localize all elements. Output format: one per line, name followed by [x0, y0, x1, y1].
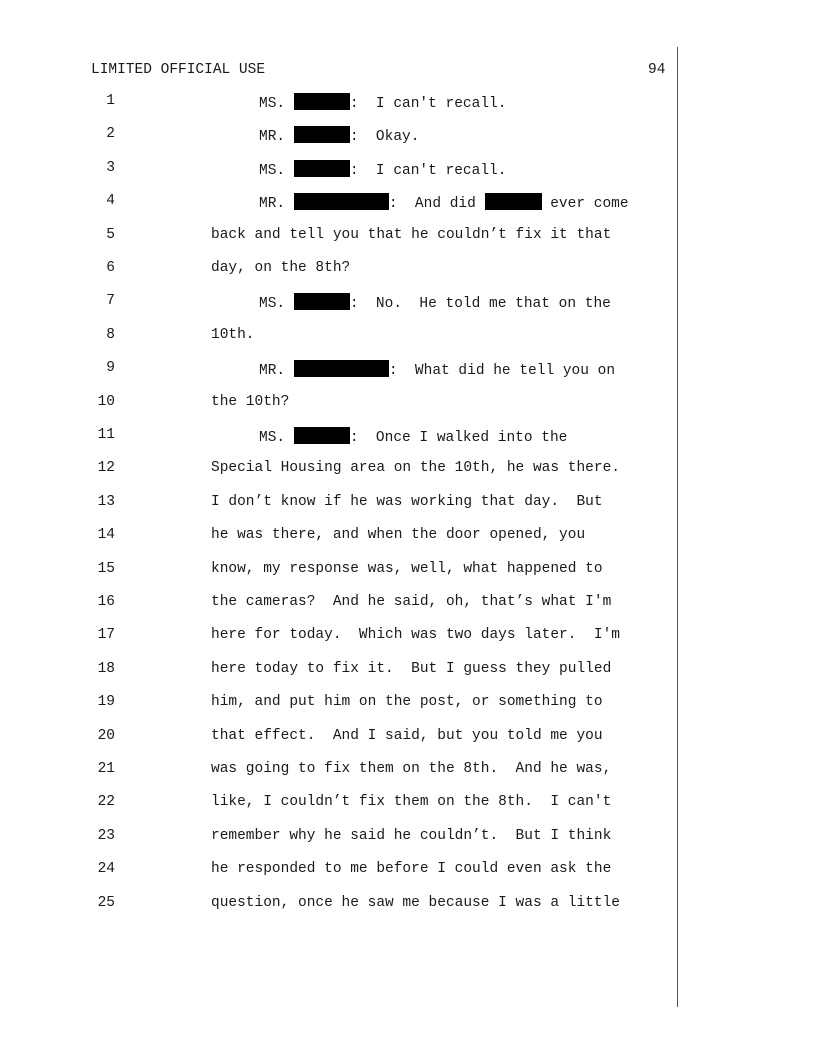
- continuation-text: him, and put him on the post, or something to: [211, 694, 603, 711]
- transcript-line: [0, 327, 676, 361]
- page-number: 94: [648, 62, 666, 78]
- transcript-line: [0, 828, 676, 862]
- transcript-line: [0, 494, 676, 528]
- continuation-text: Special Housing area on the 10th, he was there.: [211, 460, 620, 477]
- spoken-text: : I can't recall.: [349, 96, 507, 112]
- redaction-box: [294, 293, 350, 310]
- line-number: 7: [106, 293, 115, 310]
- line-number: 20: [97, 727, 115, 744]
- transcript-line: [0, 460, 676, 494]
- line-number: 9: [106, 360, 115, 377]
- continuation-text: 10th.: [211, 326, 255, 343]
- speaker-title: MS.: [259, 430, 294, 446]
- line-number: 15: [97, 560, 115, 577]
- speaker-line-text: [259, 160, 506, 179]
- classification-header: LIMITED OFFICIAL USE: [91, 62, 266, 78]
- speaker-title: MS.: [259, 296, 294, 313]
- line-number: 19: [97, 694, 115, 711]
- redaction-box: [294, 93, 350, 110]
- line-number: 4: [106, 193, 115, 210]
- transcript-line: [0, 93, 676, 127]
- line-number: 18: [97, 660, 115, 677]
- transcript-line: [0, 394, 676, 428]
- redaction-box: [294, 360, 389, 377]
- spoken-text: : Once I walked into the: [349, 430, 568, 446]
- continuation-text: question, once he saw me because I was a little: [211, 894, 620, 911]
- speaker-line-text: [259, 193, 629, 212]
- line-number: 17: [97, 627, 115, 644]
- continuation-text: here for today. Which was two days later. I'm: [211, 627, 620, 644]
- redaction-box: [294, 126, 350, 143]
- line-number: 8: [106, 326, 115, 343]
- speaker-line-text: [259, 293, 611, 312]
- transcript-line: [0, 527, 676, 561]
- speaker-line-text: [259, 427, 567, 446]
- line-number: 13: [97, 493, 115, 510]
- transcript-line: [0, 661, 676, 695]
- transcript-line: [0, 594, 676, 628]
- speaker-title: MR.: [259, 196, 294, 213]
- speaker-title: MR.: [259, 363, 294, 380]
- transcript-line: [0, 761, 676, 795]
- speaker-line-text: [259, 93, 506, 112]
- line-number: 6: [106, 260, 115, 276]
- transcript-line: [0, 627, 676, 661]
- redaction-box: [485, 193, 542, 210]
- speaker-line-text: [259, 126, 419, 145]
- continuation-text: day, on the 8th?: [211, 260, 351, 276]
- line-number: 2: [106, 126, 115, 143]
- continuation-text: back and tell you that he couldn’t fix it that: [211, 226, 612, 243]
- redaction-box: [294, 160, 350, 177]
- continuation-text: I don’t know if he was working that day. But: [211, 493, 603, 510]
- continuation-text: like, I couldn’t fix them on the 8th. I can't: [211, 794, 612, 811]
- spoken-text: : And did: [388, 196, 485, 213]
- continuation-text: remember why he said he couldn’t. But I think: [211, 827, 612, 844]
- line-number: 21: [97, 761, 115, 777]
- transcript-line: [0, 193, 676, 227]
- right-margin-rule: [677, 47, 678, 1007]
- continuation-text: know, my response was, well, what happened to: [211, 560, 603, 577]
- transcript-line: [0, 861, 676, 895]
- transcript-line: [0, 427, 676, 461]
- transcript-line: [0, 794, 676, 828]
- transcript-line: [0, 728, 676, 762]
- transcript-line: [0, 360, 676, 394]
- line-number: 1: [106, 93, 115, 109]
- transcript-line: [0, 293, 676, 327]
- speaker-title: MS.: [259, 96, 294, 112]
- spoken-text: : I can't recall.: [349, 162, 507, 179]
- transcript-line: [0, 694, 676, 728]
- line-number: 24: [97, 861, 115, 878]
- line-number: 14: [97, 527, 115, 544]
- speaker-line-text: [259, 360, 615, 379]
- line-number: 16: [97, 594, 115, 610]
- redaction-box: [294, 193, 389, 210]
- continuation-text: was going to fix them on the 8th. And he was,: [211, 761, 612, 777]
- transcript-line: [0, 160, 676, 194]
- transcript-line: [0, 227, 676, 261]
- line-number: 22: [97, 794, 115, 811]
- continuation-text: the 10th?: [211, 393, 290, 410]
- redaction-box: [294, 427, 350, 444]
- continuation-text: the cameras? And he said, oh, that’s what I'm: [211, 594, 612, 610]
- transcript-line: [0, 561, 676, 595]
- spoken-text: : No. He told me that on the: [349, 296, 611, 313]
- line-number: 10: [97, 393, 115, 410]
- line-number: 25: [97, 894, 115, 911]
- spoken-text: : What did he tell you on: [388, 363, 616, 380]
- line-number: 23: [97, 827, 115, 844]
- spoken-text: : Okay.: [349, 129, 420, 146]
- transcript-line: [0, 895, 676, 929]
- line-number: 12: [97, 460, 115, 477]
- spoken-text: ever come: [541, 196, 629, 213]
- continuation-text: he responded to me before I could even ask the: [211, 861, 612, 878]
- line-number: 3: [106, 159, 115, 176]
- line-number: 11: [97, 427, 115, 443]
- line-number: 5: [106, 226, 115, 243]
- continuation-text: he was there, and when the door opened, you: [211, 527, 586, 544]
- continuation-text: that effect. And I said, but you told me you: [211, 727, 603, 744]
- transcript-line: [0, 126, 676, 160]
- continuation-text: here today to fix it. But I guess they pulled: [211, 660, 612, 677]
- speaker-title: MS.: [259, 162, 294, 179]
- transcript-line: [0, 260, 676, 294]
- speaker-title: MR.: [259, 129, 294, 146]
